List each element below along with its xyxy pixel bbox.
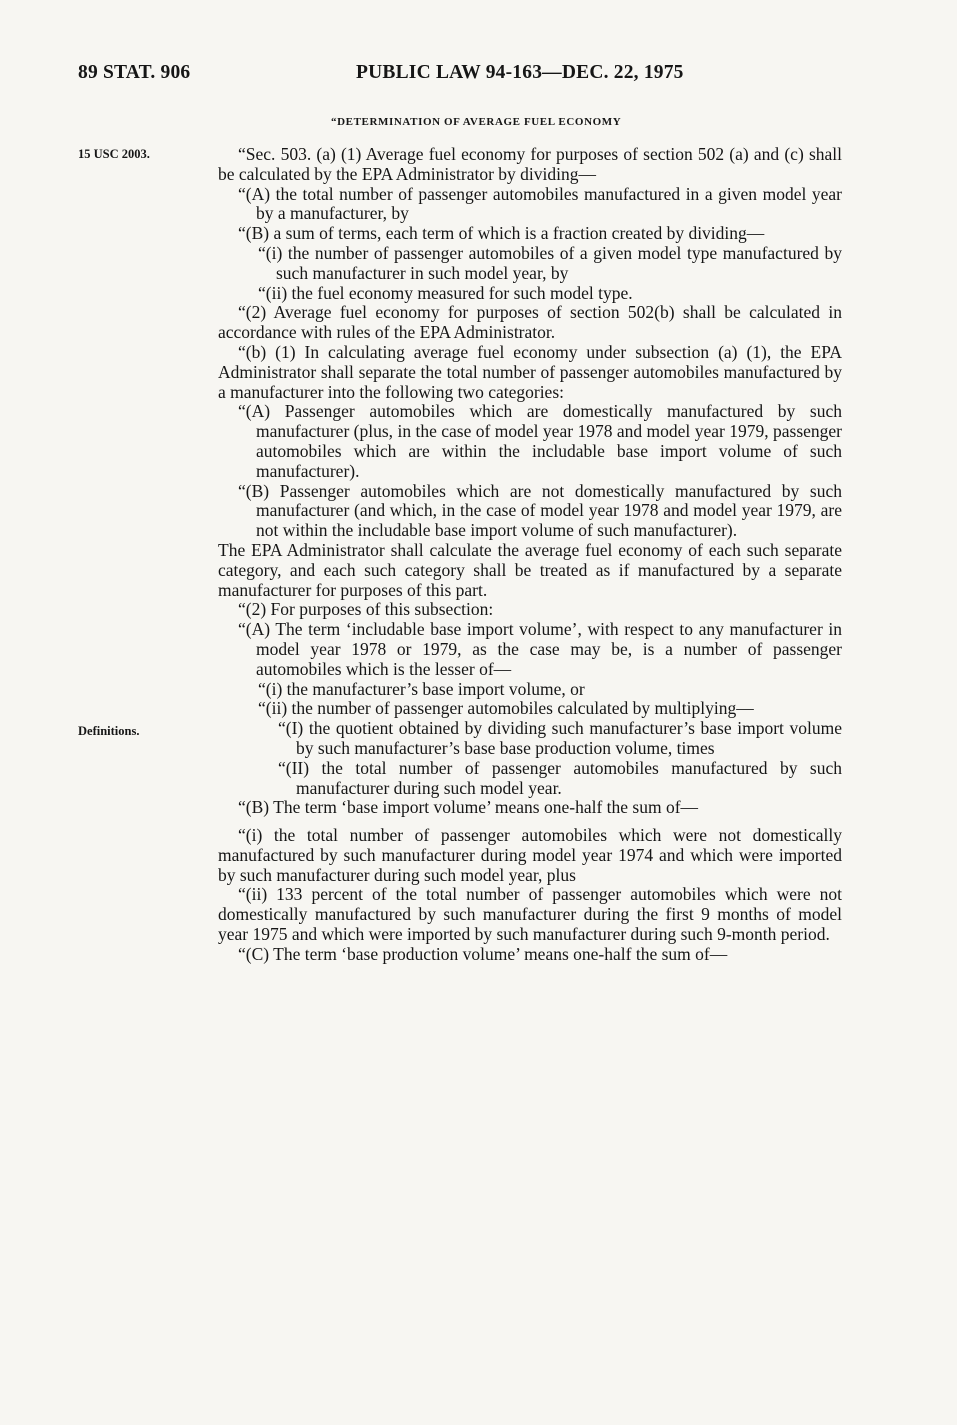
paragraph-b-2-A-ii-II: “(II) the total number of passenger automobiles manufactured by such manufacturer during such model year. [278, 757, 842, 798]
paragraph-b-1-B: “(B) Passenger automobiles which are not domestically manufactured by such manufacturer (and which, in the case of model year 1978 and model year 1979, are not within the includable base import volume of such manufacturer). [238, 480, 842, 541]
paragraph-b-2-B: “(B) The term ‘base import volume’ means one-half the sum of— [238, 797, 699, 818]
paragraph-b-2-C: “(C) The term ‘base production volume’ means one-half the sum of— [238, 943, 728, 964]
paragraph-b-1-flush: The EPA Administrator shall calculate the average fuel economy of each such separate category, and each such category shall be treated as if manufactured by a separate manufacturer for purposes of this part. [218, 539, 842, 600]
paragraph-b-2-A: “(A) The term ‘includable base import volume’, with respect to any manufacturer in model year 1978 or 1979, as the case may be, is a number of passenger automobiles which is the lesser of— [238, 619, 842, 679]
paragraph-b-2-B-ii: “(ii) 133 percent of the total number of passenger automobiles which were not domestically manufactured by such manufacturer during the first 9 months of model year 1975 and which were imported by such manufacturer during such 9-month period. [218, 884, 842, 945]
paragraph-b-2-A-ii: “(ii) the number of passenger automobiles calculated by multiplying— [258, 698, 754, 719]
paragraph-b-1-A: “(A) Passenger automobiles which are domestically manufactured by such manufacturer (plus, in the case of model year 1978 and model year 1979, passenger automobiles which are within the includable base import volume of such manufacturer). [238, 401, 842, 481]
public-law-header: PUBLIC LAW 94-163—DEC. 22, 1975 [356, 62, 684, 83]
paragraph-b-2-A-i: “(i) the manufacturer’s base import volume, or [258, 678, 585, 699]
paragraph-sec-503-a-1: “Sec. 503. (a) (1) Average fuel economy for purposes of section 502 (a) and (c) shall be calculated by the EPA Administrator by dividing— [218, 144, 842, 184]
paragraph-b-1: “(b) (1) In calculating average fuel economy under subsection (a) (1), the EPA Administrator shall separate the total number of passenger automobiles manufactured by a manufacturer into the following two categories: [218, 341, 842, 402]
paragraph-a-2: “(2) Average fuel economy for purposes of section 502(b) shall be calculated in accordance with rules of the EPA Administrator. [218, 302, 842, 343]
stat-citation: 89 STAT. 906 [78, 62, 191, 83]
section-heading: “DETERMINATION OF AVERAGE FUEL ECONOMY [331, 116, 622, 128]
paragraph-a-1-B-i: “(i) the number of passenger automobiles of a given model type manufactured by such manufacturer in such model year, by [258, 242, 842, 283]
paragraph-a-1-A: “(A) the total number of passenger automobiles manufactured in a given model year by a manufacturer, by [238, 183, 842, 224]
paragraph-a-1-B-ii: “(ii) the fuel economy measured for such model type. [258, 282, 633, 303]
margin-note-definitions: Definitions. [78, 724, 140, 738]
paragraph-b-2: “(2) For purposes of this subsection: [238, 599, 494, 620]
paragraph-b-2-B-i: “(i) the total number of passenger automobiles which were not domestically manufactured by such manufacturer during model year 1974 and which were imported by such manufacturer during such model year, plus [218, 825, 842, 885]
section-body [218, 145, 842, 965]
paragraph-b-2-A-ii-I: “(I) the quotient obtained by dividing such manufacturer’s base import volume by such manufacturer’s base base production volume, times [278, 718, 842, 758]
margin-note-usc: 15 USC 2003. [78, 147, 150, 161]
paragraph-a-1-B: “(B) a sum of terms, each term of which is a fraction created by dividing— [238, 223, 765, 244]
